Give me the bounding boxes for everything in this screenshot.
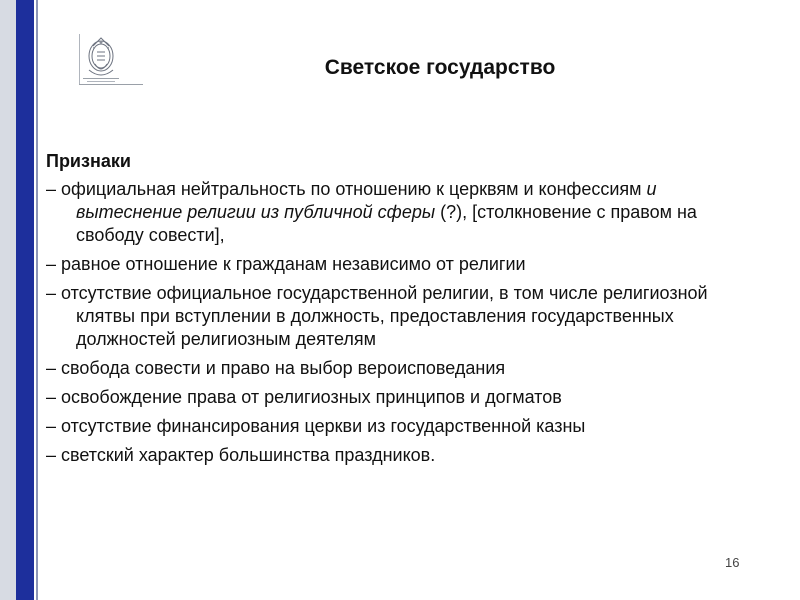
list-item: – равное отношение к гражданам независимо от религии xyxy=(46,254,526,274)
list-heading: Признаки xyxy=(46,151,131,171)
list-item xyxy=(46,178,746,247)
side-bar-outer xyxy=(0,0,16,600)
list-item: – освобождение права от религиозных принципов и догматов xyxy=(46,387,562,407)
list-item-text-end: (?), [столкновение с правом на свободу совести], xyxy=(76,202,697,245)
list-item-text: – официальная нейтральность по отношению к церквям и конфессиям xyxy=(46,179,647,199)
list-item: – светский характер большинства праздников. xyxy=(46,445,436,465)
list-item: – свобода совести и право на выбор вероисповедания xyxy=(46,358,506,378)
logo-underline xyxy=(79,84,143,85)
slide-content xyxy=(46,150,746,473)
list-item: – отсутствие финансирования церкви из государственной казны xyxy=(46,416,586,436)
list-item-italic-text: и вытеснение религии из публичной сферы xyxy=(76,179,657,222)
slide-title: Светское государство xyxy=(324,56,556,79)
list-item: – отсутствие официальное государственной религии, в том числе религиозной клятвы при вступлении в должность, предоставления государственных должностей религиозным деятелям xyxy=(46,283,708,349)
side-bar-divider xyxy=(36,0,38,600)
emblem-logo xyxy=(79,34,143,86)
page-number: 16 xyxy=(725,555,740,570)
side-bar-accent xyxy=(16,0,34,600)
